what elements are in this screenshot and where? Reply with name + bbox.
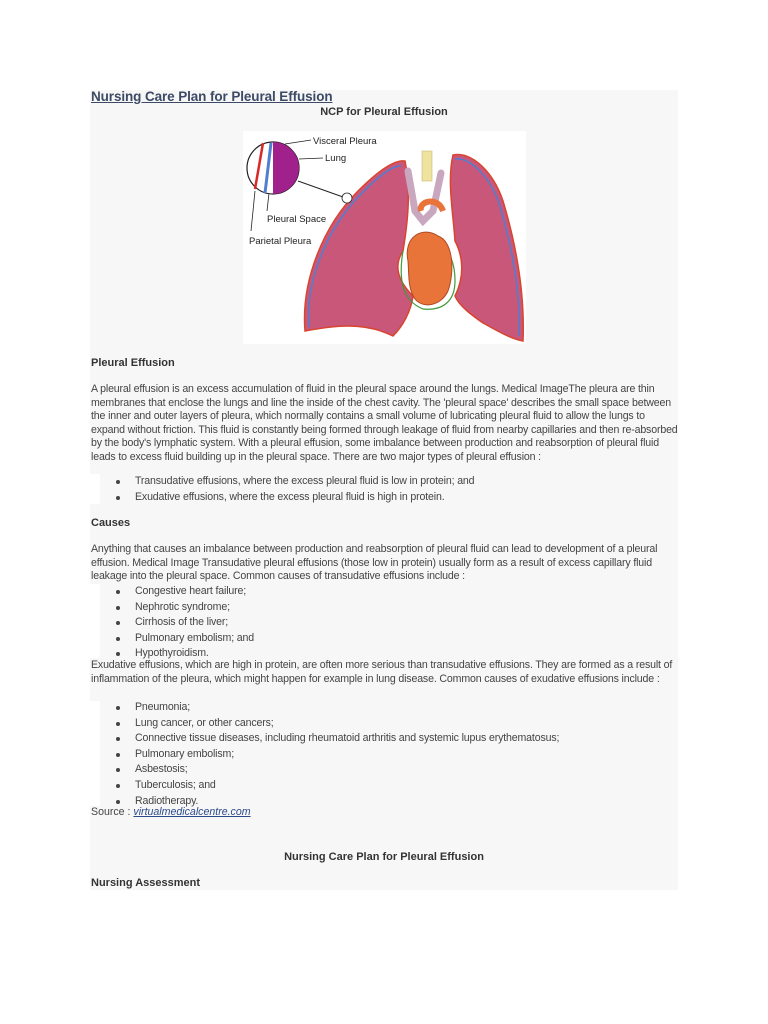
section-heading-causes: Causes [91,517,131,529]
list-item: Pulmonary embolism; [90,747,559,763]
bullet-icon [116,706,120,710]
label-lung: Lung [325,153,347,164]
list-item: Asbestosis; [90,762,559,778]
bullet-icon [116,784,120,788]
list-item: Pneumonia; [90,700,559,716]
paragraph-causes-intro: Anything that causes an imbalance between production and reabsorption of pleural fluid can lead to development of a pleural effusion. Medical Image Transudative pleural effusions (those low in protein) usually form as a result of excess capillary fluid leakage into the pleural space. Common causes of transudative effusions include : [91,543,658,583]
list-item: Tuberculosis; and [90,778,559,794]
exudative-causes-list [90,700,559,809]
list-item: Pulmonary embolism; and [90,631,254,647]
list-item: Congestive heart failure; [90,584,254,600]
bullet-icon [116,800,120,804]
label-visceral-pleura: Visceral Pleura [313,136,377,147]
bullet-icon [116,496,120,500]
source-label: Source : [91,806,131,818]
label-pleural-space: Pleural Space [267,214,327,225]
list-item: Exudative effusions, where the excess pleural fluid is high in protein. [90,490,474,506]
list-item: Cirrhosis of the liver; [90,615,254,631]
bullet-icon [116,753,120,757]
lung-heart-illustration [243,131,526,344]
paragraph-pleural-effusion: A pleural effusion is an excess accumulation of fluid in the pleural space around the lungs. Medical ImageThe pleura are thin membranes that enclose the lungs and line the inside of the chest cavity. The 'pleural space' describes the small space between the inner and outer layers of pleura, which normally contains a small volume of lubricating pleural fluid to allow the lungs to expand without friction. This fluid is constantly being formed through leakage of fluid from nearby capillaries and then re-absorbed by the body's lymphatic system. With a pleural effusion, some imbalance between production and reabsorption of pleural fluid leads to excess fluid building up in the pleural space. There are two major types of pleural effusion : [91,383,678,463]
effusion-types-list [90,474,474,505]
bullet-icon [116,637,120,641]
figure-subtitle: NCP for Pleural Effusion [320,106,448,118]
list-item: Lung cancer, or other cancers; [90,716,559,732]
section-heading-pleural-effusion: Pleural Effusion [91,357,175,369]
nursing-assessment-heading: Nursing Assessment [91,877,201,889]
list-item: Transudative effusions, where the excess pleural fluid is low in protein; and [90,474,474,490]
list-item: Radiotherapy. [90,794,559,810]
title-link[interactable]: Nursing Care Plan for Pleural Effusion [91,89,333,104]
bullet-icon [116,722,120,726]
bullet-icon [116,652,120,656]
bullet-icon [116,621,120,625]
pleura-anatomy-figure [243,131,526,344]
bullet-icon [116,737,120,741]
paragraph-exudative: Exudative effusions, which are high in protein, are often more serious than transudative effusions. They are formed as a result of inflammation of the pleura, which might happen for example in lung disease. Common causes of exudative effusions include : [91,659,673,685]
source-link[interactable]: virtualmedicalcentre.com [133,806,251,818]
bullet-icon [116,480,120,484]
ncp-heading: Nursing Care Plan for Pleural Effusion [284,851,484,863]
transudative-causes-list [90,584,254,662]
bullet-icon [116,590,120,594]
bullet-icon [116,606,120,610]
bullet-icon [116,768,120,772]
list-item: Connective tissue diseases, including rheumatoid arthritis and systemic lupus erythematosus; [90,731,559,747]
list-item: Nephrotic syndrome; [90,600,254,616]
list-item: Hypothyroidism. [90,646,254,662]
source-line [91,806,251,818]
label-parietal-pleura: Parietal Pleura [249,236,312,247]
